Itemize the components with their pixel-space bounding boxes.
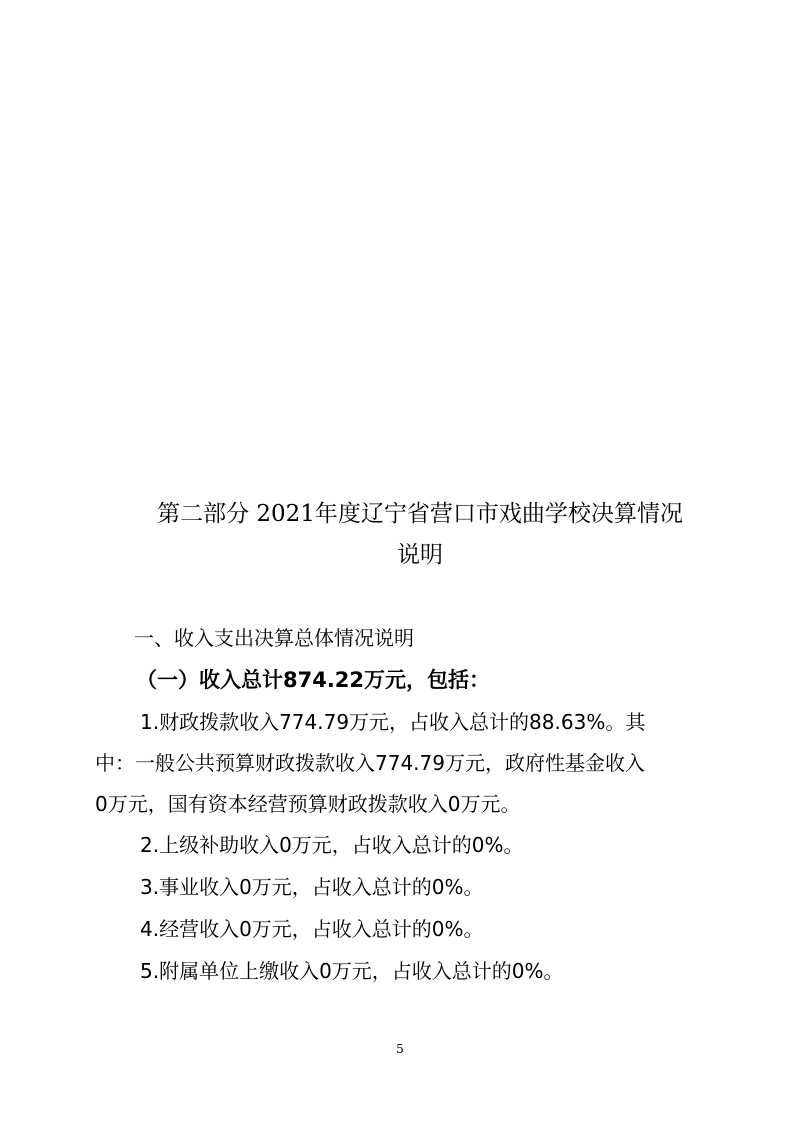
sub-heading: （一）收入总计874.22万元，包括： — [136, 668, 491, 692]
paragraph-1-line-2: 中：一般公共预算财政拨款收入774.79万元，政府性基金收入 — [95, 751, 645, 775]
paragraph-1-line-1: 1.财政拨款收入774.79万元，占收入总计的88.63%。其 — [140, 710, 646, 734]
list-item-4: 4.经营收入0万元，占收入总计的0%。 — [140, 917, 484, 941]
list-item-3: 3.事业收入0万元，占收入总计的0%。 — [140, 875, 484, 899]
document-title-line-1: 第二部分 2021年度辽宁省营口市戏曲学校决算情况 — [157, 501, 683, 527]
paragraph-1-line-3: 0万元，国有资本经营预算财政拨款收入0万元。 — [95, 792, 521, 816]
document-title-line-2: 说明 — [397, 542, 443, 568]
list-item-2: 2.上级补助收入0万元，占收入总计的0%。 — [140, 833, 524, 857]
page-number: 5 — [396, 1042, 404, 1056]
list-item-5: 5.附属单位上缴收入0万元，占收入总计的0%。 — [140, 959, 564, 983]
section-heading: 一、收入支出决算总体情况说明 — [134, 626, 414, 650]
